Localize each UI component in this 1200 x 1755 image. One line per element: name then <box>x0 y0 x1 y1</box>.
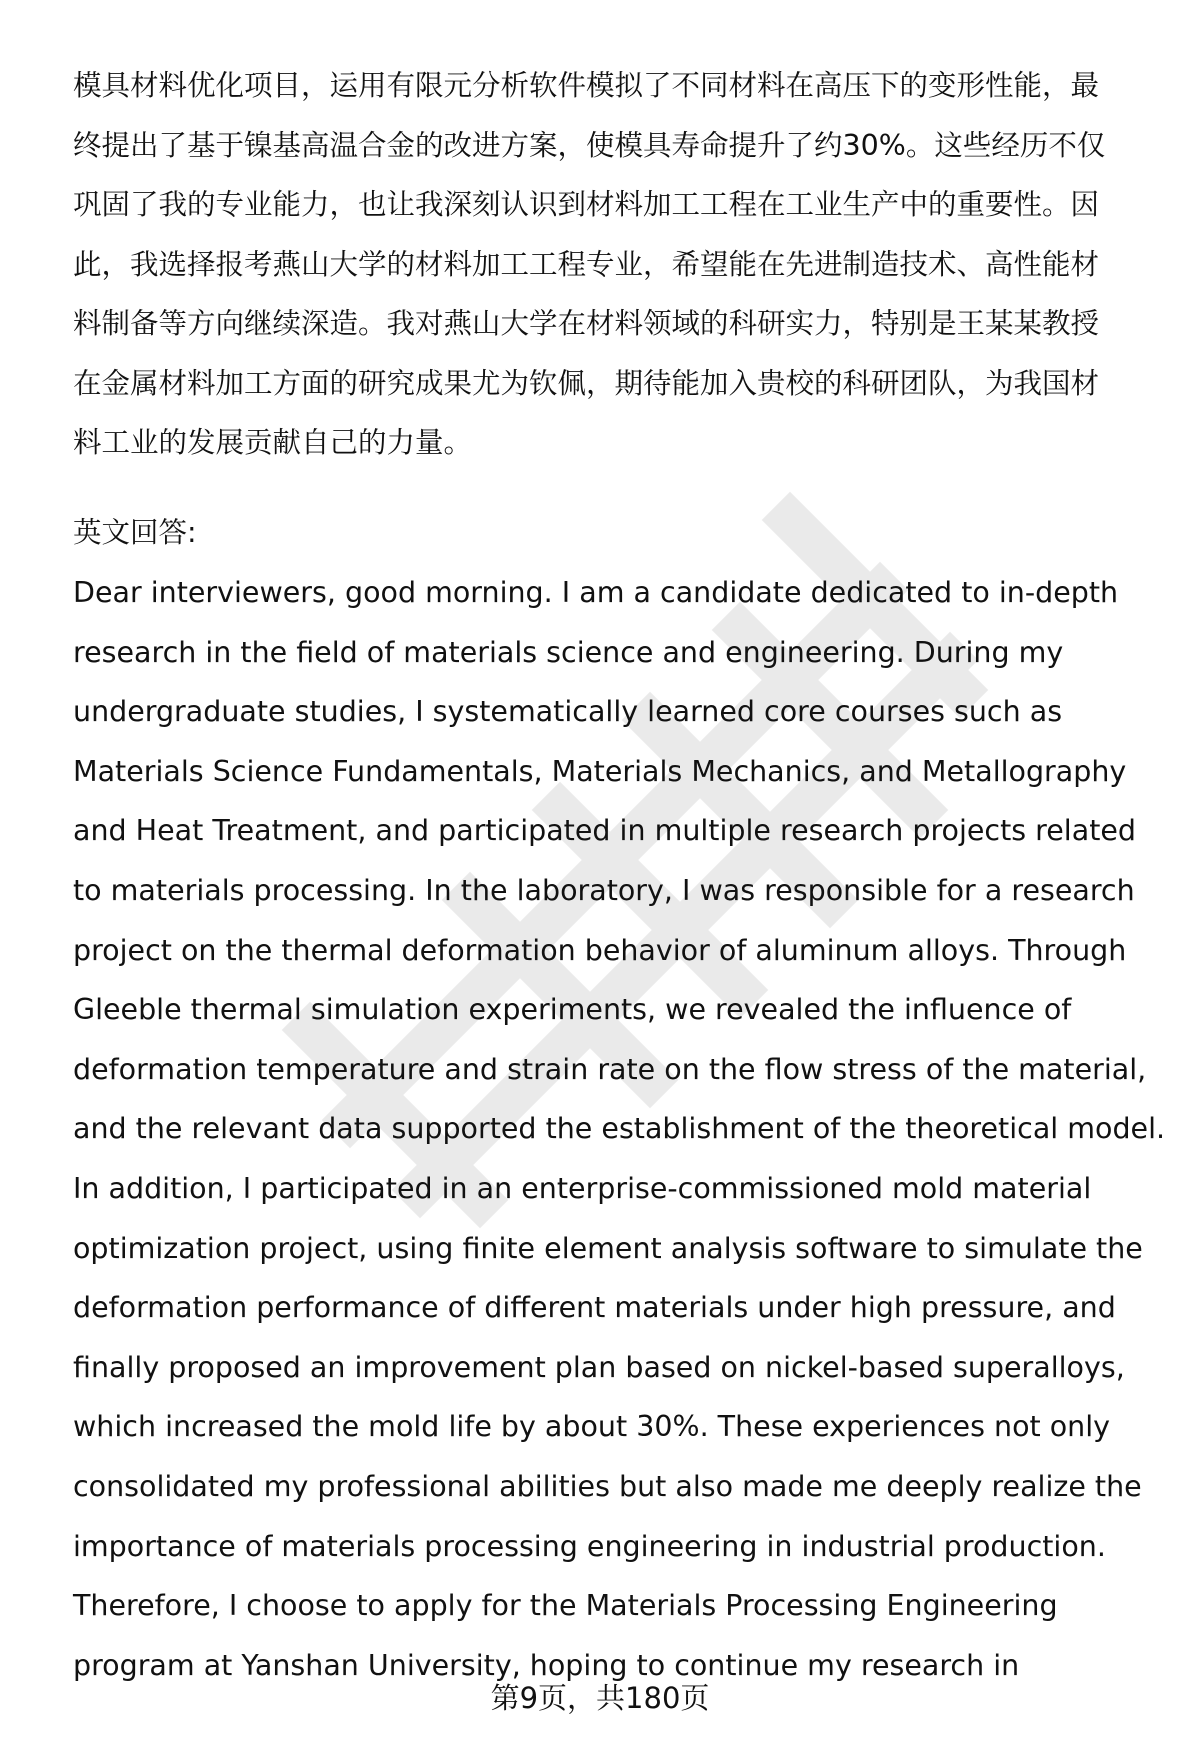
english-line: and Heat Treatment, and participated in multiple research projects related <box>73 814 1136 848</box>
english-line: importance of materials processing engineering in industrial production. <box>73 1529 1106 1563</box>
page-number-footer: 第9页，共180页 <box>490 1681 710 1715</box>
english-line: deformation performance of different materials under high pressure, and <box>73 1291 1116 1325</box>
english-line: consolidated my professional abilities but also made me deeply realize the <box>73 1469 1142 1503</box>
english-answer <box>73 563 1166 1695</box>
english-line: project on the thermal deformation behavior of aluminum alloys. Through <box>73 933 1127 967</box>
english-answer-label: 英文回答: <box>73 516 197 549</box>
english-line: deformation temperature and strain rate on the flow stress of the material, <box>73 1052 1147 1086</box>
english-line: Therefore, I choose to apply for the Materials Processing Engineering <box>73 1589 1058 1623</box>
english-line: Dear interviewers, good morning. I am a candidate dedicated to in-depth <box>73 576 1119 609</box>
english-line: which increased the mold life by about 30%. These experiences not only <box>73 1410 1111 1444</box>
chinese-line: 模具材料优化项目，运用有限元分析软件模拟了不同材料在高压下的变形性能，最 <box>73 69 1100 102</box>
english-line: finally proposed an improvement plan based on nickel-based superalloys, <box>73 1350 1125 1384</box>
chinese-line: 在金属材料加工方面的研究成果尤为钦佩，期待能加入贵校的科研团队，为我国材 <box>73 366 1100 400</box>
english-line: research in the field of materials science and engineering. During my <box>73 635 1064 669</box>
english-line: undergraduate studies, I systematically learned core courses such as <box>73 695 1063 729</box>
chinese-line: 终提出了基于镍基高温合金的改进方案，使模具寿命提升了约30%。这些经历不仅 <box>73 128 1106 162</box>
english-line: to materials processing. In the laboratory, I was responsible for a research <box>73 873 1135 907</box>
english-line: and the relevant data supported the establishment of the theoretical model. <box>73 1112 1166 1146</box>
english-line: Materials Science Fundamentals, Materials Mechanics, and Metallography <box>73 754 1127 788</box>
english-line: optimization project, using finite element analysis software to simulate the <box>73 1231 1143 1265</box>
chinese-answer <box>73 56 1153 473</box>
chinese-line: 巩固了我的专业能力，也让我深刻认识到材料加工工程在工业生产中的重要性。因 <box>73 188 1100 221</box>
english-line: In addition, I participated in an enterprise-commissioned mold material <box>73 1171 1092 1205</box>
english-line: program at Yanshan University, hoping to continue my research in <box>73 1648 1020 1682</box>
chinese-line: 料制备等方向继续深造。我对燕山大学在材料领域的科研实力，特别是王某某教授 <box>73 307 1100 340</box>
english-line: Gleeble thermal simulation experiments, we revealed the influence of <box>73 993 1072 1027</box>
chinese-line: 料工业的发展贡献自己的力量。 <box>73 426 473 459</box>
chinese-line: 此，我选择报考燕山大学的材料加工工程专业，希望能在先进制造技术、高性能材 <box>73 247 1100 281</box>
